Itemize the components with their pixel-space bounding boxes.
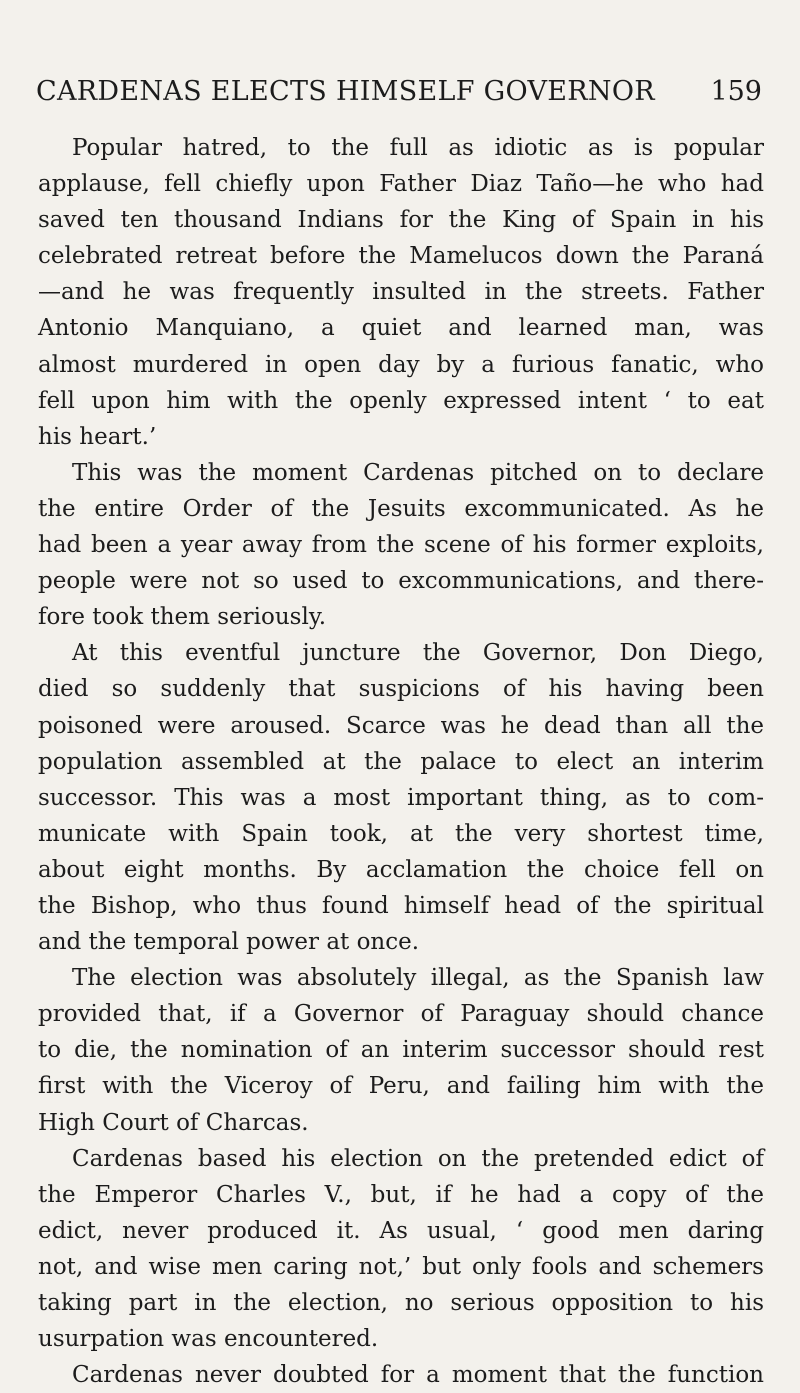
text-line: the Bishop, who thus found himself head of the spiritual	[38, 892, 764, 919]
text-line: his heart.’	[38, 423, 157, 450]
text-line: not, and wise men caring not,’ but only fools and schemers	[38, 1253, 764, 1280]
text-line: almost murdered in open day by a furious fanatic, who	[38, 351, 764, 378]
text-line: saved ten thousand Indians for the King of Spain in his	[38, 207, 764, 234]
text-line: successor. This was a most important thing, as to com-	[38, 784, 764, 811]
text-line: to die, the nomination of an interim successor should rest	[38, 1037, 764, 1064]
text-line: This was the moment Cardenas pitched on to declare	[72, 459, 764, 486]
text-line: fore took them seriously.	[38, 604, 327, 631]
text-line: population assembled at the palace to elect an interim	[38, 748, 764, 775]
text-line: died so suddenly that suspicions of his having been	[38, 676, 764, 703]
text-line: about eight months. By acclamation the choice fell on	[38, 856, 764, 883]
text-line: poisoned were aroused. Scarce was he dead than all the	[38, 712, 764, 739]
text-line: —and he was frequently insulted in the streets. Father	[38, 279, 764, 306]
text-line: At this eventful juncture the Governor, Don Diego,	[72, 640, 764, 667]
text-line: provided that, if a Governor of Paraguay should chance	[38, 1001, 764, 1028]
text-line: had been a year away from the scene of his former exploits,	[38, 532, 764, 559]
text-line: the Emperor Charles V., but, if he had a copy of the	[38, 1181, 764, 1208]
text-line: The election was absolutely illegal, as the Spanish law	[72, 965, 764, 992]
text-line: Popular hatred, to the full as idiotic as is popular	[72, 135, 764, 161]
running-title: CARDENAS ELECTS HIMSELF GOVERNOR	[36, 76, 655, 107]
text-line: edict, never produced it. As usual, ‘ good men daring	[38, 1217, 764, 1244]
text-line: fell upon him with the openly expressed intent ‘ to eat	[38, 387, 764, 414]
body-text	[38, 130, 764, 1393]
text-line: the entire Order of the Jesuits excommunicated. As he	[38, 495, 764, 522]
text-line: Antonio Manquiano, a quiet and learned man, was	[38, 315, 764, 342]
text-line: Cardenas never doubted for a moment that the function	[72, 1362, 764, 1389]
text-line: High Court of Charcas.	[38, 1109, 309, 1136]
text-line: taking part in the election, no serious opposition to his	[38, 1290, 764, 1316]
text-line: and the temporal power at once.	[38, 929, 420, 956]
running-head	[36, 76, 762, 116]
text-line: first with the Viceroy of Peru, and failing him with the	[38, 1073, 764, 1100]
text-line: usurpation was encountered.	[38, 1326, 379, 1353]
text-line: celebrated retreat before the Mamelucos down the Paraná	[38, 243, 764, 270]
text-line: applause, fell chiefly upon Father Diaz Taño—he who had	[38, 171, 764, 198]
text-line: Cardenas based his election on the pretended edict of	[72, 1145, 764, 1172]
text-line: municate with Spain took, at the very shortest time,	[38, 820, 764, 847]
page-number: 159	[710, 76, 762, 107]
text-line: people were not so used to excommunications, and there-	[38, 568, 764, 595]
